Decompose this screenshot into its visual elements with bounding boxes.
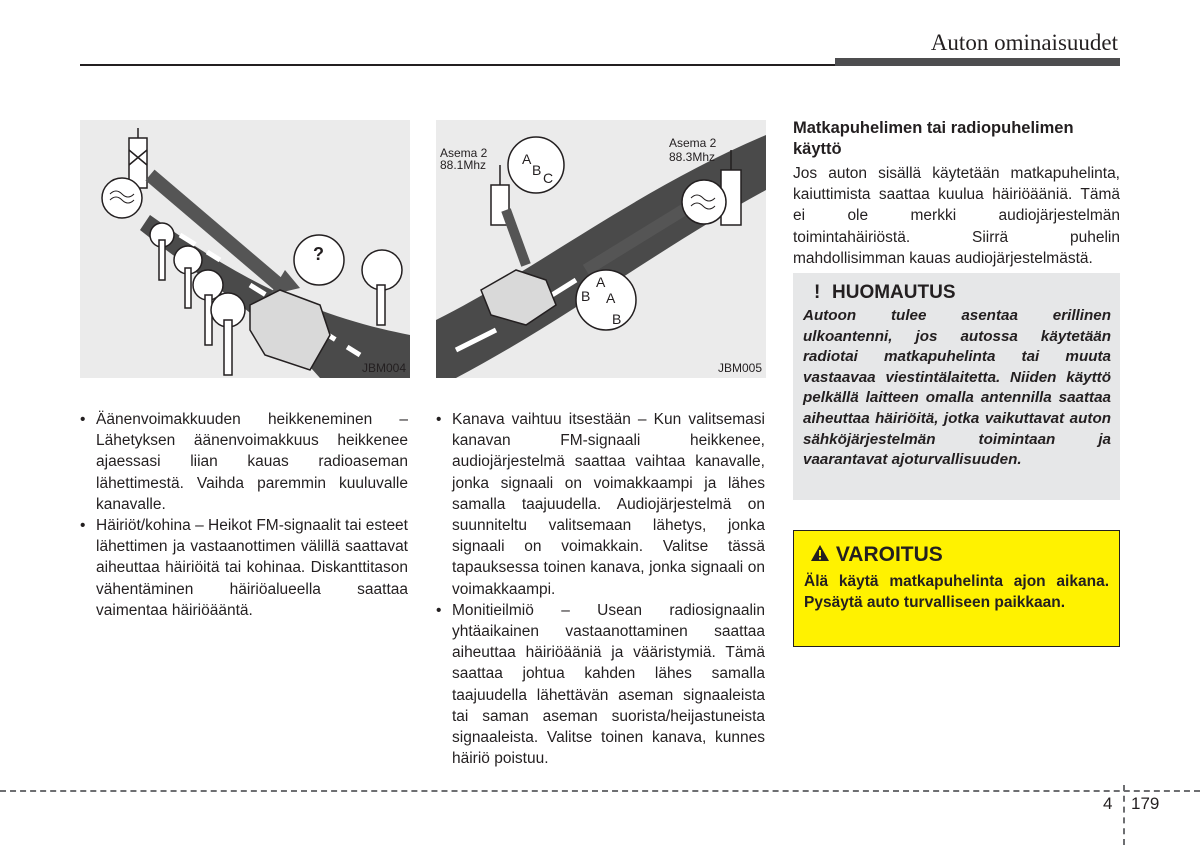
question-mark: ? (313, 244, 324, 264)
exclamation-icon: ! (814, 282, 821, 303)
car-letter-a2: A (606, 290, 616, 306)
section-title: Matkapuhelimen tai radiopuhelimen käyttö (793, 119, 1074, 158)
chapter-number: 4 (1103, 794, 1113, 813)
list-item: • Häiriöt/kohina – Heikot FM-signaalit tai esteet lähettimen ja vastaanottimen välillä saattavat aiheuttaa häiriöitä tai kohinaa. Diskanttitason vähentäminen häiriöalueella saattaa vaimentaa häiriöääntä. (80, 517, 408, 619)
figure-code: JBM005 (717, 361, 762, 375)
page-header-title: Auton ominaisuudet (930, 30, 1118, 55)
figure-multipath (436, 120, 766, 378)
station-right-frequency: 88.3Mhz (669, 150, 716, 164)
bubble-letter-c: C (543, 170, 554, 186)
bubble-letter-a: A (522, 151, 532, 167)
header-rule (80, 64, 835, 66)
section-body: Jos auton sisällä käytetään matkapuhelinta, kaiuttimista saattaa kuulua häiriöääniä. Tämä ei ole merkki audiojärjestelmän toimintahäiriöstä. Siirrä puhelin mahdollisimman kauas audiojärjestelmästä. (793, 165, 1120, 267)
list-item: • Kanava vaihtuu itsestään – Kun valitsemasi kanavan FM-signaali heikkenee, audiojärjestelmä saattaa vaihtaa kanavalle, jonka signaali on voimakkaampi ja lähes samalla taajuudella. Audiojärjestelmä on suunniteltu valitsemaan lähetys, jonka signaali on voimakkain. Valitse tässä tapauksessa toinen kanava, jonka signaali on voimakkaampi. (436, 411, 765, 598)
list-item: • Äänenvoimakkuuden heikkeneminen – Lähetyksen äänenvoimakkuus heikkenee ajaessasi liian kauas radioaseman lähettimestä. Vaihda paremmin kuuluvalle kanavalle. (80, 411, 408, 513)
warning-box (793, 530, 1120, 647)
car-letter-a1: A (596, 274, 606, 290)
warning-body: Älä käytä matkapuhelinta ajon aikana. Pysäytä auto turvalliseen paikkaan. (804, 573, 1109, 611)
page-number: 179 (1131, 794, 1160, 813)
warning-heading: VAROITUS (810, 543, 943, 567)
bullet-list-left (80, 409, 408, 621)
car-letter-b2: B (612, 311, 622, 327)
list-item: • Monitieilmiö – Usean radiosignaalin yhtäaikainen vastaanottaminen saattaa aiheuttaa häiriöääniä ja vääristymiä. Tämä saattaa johtua kahden lähes samalla taajuudella lähettävän aseman signaaleista tai saman aseman suorista/heijastuneista signaaleista. Valitse toinen kanava, kunnes häiriö poistuu. (436, 601, 765, 768)
warning-triangle-icon (810, 544, 830, 562)
bullet-list-middle (436, 409, 765, 769)
figure-code: JBM004 (361, 361, 406, 375)
bubble-letter-b: B (532, 162, 542, 178)
station-right-name: Asema 2 (669, 136, 717, 150)
station-left-name: Asema 2 (440, 146, 488, 160)
note-body: Autoon tulee asentaa erillinen ulkoantenni, jos autossa käytetään radiotai matkapuhelinta tai muuta vastaavaa viestintälaitetta. Niiden käyttö pelkällä laitteen omalla antennilla saattaa aiheuttaa häiriöitä, jotka vaikuttavat auton sähköjärjestelmän toimintaan ja vaarantavat ajoturvallisuuden. (803, 307, 1111, 469)
station-left-frequency: 88.1Mhz (440, 158, 487, 172)
note-box (793, 273, 1120, 500)
fading-illustration (80, 120, 410, 378)
footer-page-divider (1123, 785, 1125, 845)
note-heading: ! HUOMAUTUS (814, 282, 956, 303)
footer-divider (0, 790, 1200, 792)
figure-fading-signal (80, 120, 410, 378)
header-rule-accent (835, 58, 1120, 66)
car-letter-b1: B (581, 288, 591, 304)
